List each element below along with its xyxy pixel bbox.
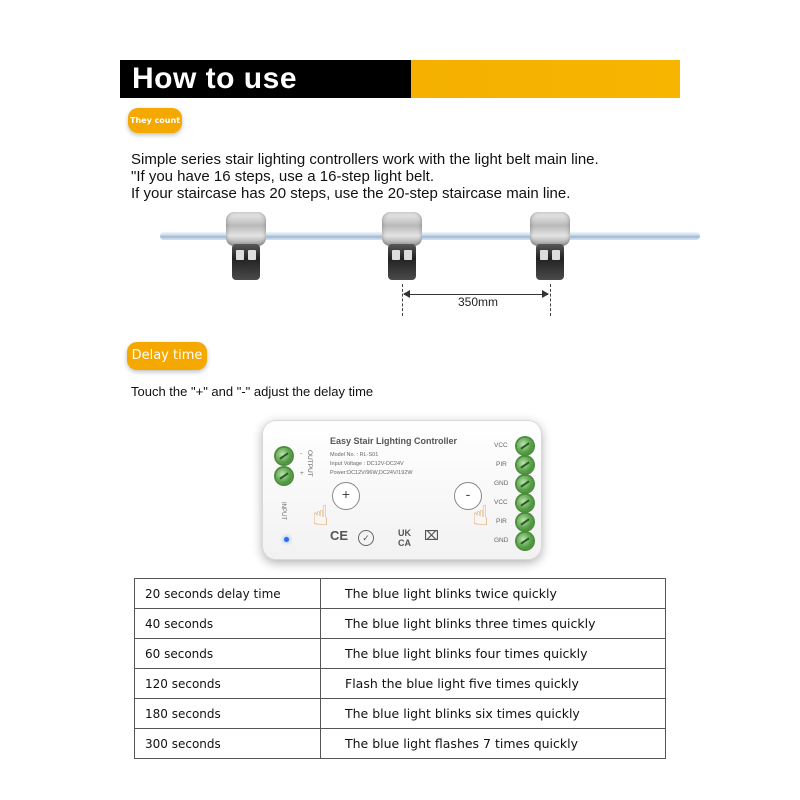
- pir-terminal: [517, 514, 533, 530]
- strip-connector: [530, 212, 570, 282]
- pointing-hand-icon: ☝: [472, 500, 490, 531]
- pir-terminal: [517, 457, 533, 473]
- plus-button-label: +: [341, 486, 351, 502]
- delay-time-cell: 60 seconds: [135, 639, 321, 669]
- controller-power: Power:DC12V/96W,DC24V/192W: [330, 470, 413, 476]
- pir-terminal: [517, 476, 533, 492]
- intro-line: "If you have 16 steps, use a 16-step light belt.: [131, 168, 435, 185]
- pointing-hand-icon: ☝: [312, 500, 330, 531]
- blink-signal-cell: The blue light flashes 7 times quickly: [321, 729, 666, 759]
- plus-touch-button[interactable]: [332, 482, 360, 510]
- rohs-icon: ✓: [358, 530, 374, 546]
- light-strip-illustration: [160, 212, 700, 322]
- status-led: [284, 537, 289, 542]
- ukca-mark: UK CA: [398, 528, 411, 548]
- table-row: [135, 699, 666, 729]
- intro-text: [131, 151, 731, 202]
- terminal-label: VCC: [494, 499, 508, 506]
- output-terminal: [276, 448, 292, 464]
- minus-button-label: -: [465, 486, 471, 502]
- delay-table: [134, 578, 666, 759]
- pir-terminal: [517, 533, 533, 549]
- delay-instruction: Touch the "+" and "-" adjust the delay time: [131, 384, 374, 399]
- terminal-label: PIR: [496, 518, 507, 525]
- output-terminal: [276, 468, 292, 484]
- controller-title: Easy Stair Lighting Controller: [330, 436, 458, 446]
- controller-voltage: Input Voltage : DC12V-DC24V: [330, 461, 404, 467]
- blink-signal-cell: Flash the blue light five times quickly: [321, 669, 666, 699]
- blink-signal-cell: The blue light blinks four times quickly: [321, 639, 666, 669]
- blink-signal-cell: The blue light blinks twice quickly: [321, 579, 666, 609]
- table-row: [135, 609, 666, 639]
- blink-signal-cell: The blue light blinks six times quickly: [321, 699, 666, 729]
- controller-device: [262, 420, 542, 560]
- delay-time-cell: 180 seconds: [135, 699, 321, 729]
- table-row: [135, 639, 666, 669]
- dimension-guide: [402, 284, 403, 316]
- strip-connector: [226, 212, 266, 282]
- delay-time-cell: 40 seconds: [135, 609, 321, 639]
- output-minus-label: -: [300, 450, 303, 457]
- output-plus-label: +: [300, 470, 304, 477]
- terminal-label: GND: [494, 480, 509, 487]
- page-title: How to use: [132, 62, 298, 95]
- recycle-bin-icon: ⌧: [424, 528, 439, 543]
- intro-line: Simple series stair lighting controllers work with the light belt main line.: [131, 151, 599, 168]
- pir-terminal: [517, 438, 533, 454]
- dimension-guide: [550, 284, 551, 316]
- delay-time-cell: 20 seconds delay time: [135, 579, 321, 609]
- intro-line: If your staircase has 20 steps, use the 20-step staircase main line.: [131, 185, 571, 202]
- table-row: [135, 579, 666, 609]
- section-badge-delay: Delay time: [127, 342, 207, 370]
- blink-signal-cell: The blue light blinks three times quickly: [321, 609, 666, 639]
- terminal-label: PIR: [496, 461, 507, 468]
- section-badge-count: They count: [128, 108, 182, 133]
- terminal-label: VCC: [494, 442, 508, 449]
- delay-time-cell: 120 seconds: [135, 669, 321, 699]
- delay-time-cell: 300 seconds: [135, 729, 321, 759]
- output-label: OUTPUT: [306, 450, 313, 477]
- controller-model: Model No. : RL-S01: [330, 452, 379, 458]
- strip-connector: [382, 212, 422, 282]
- pir-terminal: [517, 495, 533, 511]
- spacing-label: 350mm: [458, 295, 499, 309]
- terminal-label: GND: [494, 537, 509, 544]
- ce-mark: CE: [330, 528, 349, 543]
- input-label: INPUT: [280, 502, 286, 520]
- table-row: [135, 669, 666, 699]
- table-row: [135, 729, 666, 759]
